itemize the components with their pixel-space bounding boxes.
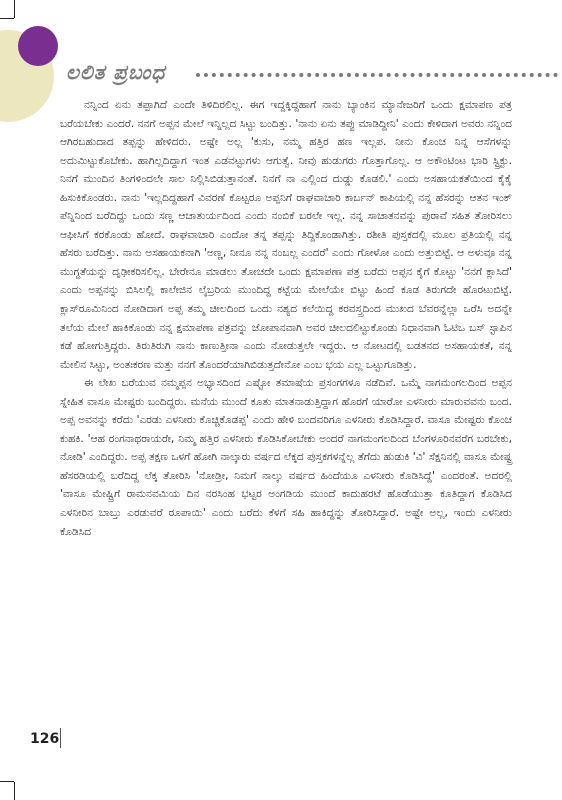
crop-mark-top-left-h bbox=[0, 18, 14, 19]
article-body bbox=[60, 96, 512, 541]
paragraph: ಈ ಲೇಖ ಬರೆಯುವ ನಮ್ಮಪ್ಪನ ಅಭ್ಯಾಸದಿಂದ ಎಷ್ಟೋ ತಮಾಷೆಯ ಪ್ರಸಂಗಗಳೂ ನಡೆದಿವೆ. ಒಮ್ಮೆ ನಾಗಮಂಗಲದಿಂದ ಅಪ್ಪನ ಸ್ನೇಹಿತ ವಾಸೂ ಮೇಷ್ಟರು ಬಂದಿದ್ದರು. ಮನೆಯ ಮುಂದೆ ಕೂತು ಮಾತನಾಡುತ್ತಿದ್ದಾಗ ಹೊರಗೆ ಯಾರೋ ಎಳನೀರು ಮಾರುವವನು ಬಂದ. ಅಪ್ಪ ಅವನನ್ನು ಕರೆದು 'ಎರಡು ಎಳನೀರು ಕೊಚ್ಚಿಕೊಡಪ್ಪ' ಎಂದು ಹೇಳಿ ಬಂದವರಿಗೂ ಎಳನೀರು ಕೊಡಿಸಿದ್ದಾರೆ. ವಾಸೂ ಮೇಷ್ಟರು ಕೊಂಚ ಕುಹಕಿ. 'ಆಹ ರಂಗನಾಥರಾಯರೇ, ನಿಮ್ಮ ಹತ್ತಿರ ಎಳನೀರು ಕೊಡಿಸಿಕೋಬೇಕು ಅಂದರೆ ನಾಗಮಂಗಲದಿಂದ ಬೆಂಗಳೂರಿನವರೆಗ ಬರಬೇಕು, ನೋಡಿ' ಎಂದಿದ್ದರು. ಅಪ್ಪ ತಕ್ಷಣ ಒಳಗೆ ಹೋಗಿ ನಾಲ್ಕಾರು ವರ್ಷದ ಲೆಕ್ಕದ ಪುಸ್ತಕಗಳನ್ನೆಲ್ಲ ತೆಗೆದು ಹುಡುಕಿ 'ವಿ' ಸೆಕ್ಷನಿನಲ್ಲಿ ವಾಸೂ ಮೇಷ್ಟ್ರ ಹೆಸರಡಿಯಲ್ಲಿ ಬರೆದಿದ್ದ ಲೆಕ್ಕ ತೋರಿಸಿ 'ನೋಡ್ರೀ, ನಿಮಗೆ ನಾಲ್ಕು ವರ್ಷದ ಹಿಂದೆಯೂ ಎಳನೀರು ಕೊಡಿಸಿದ್ದೆ' ಎಂದರಂತೆ. ಅದರಲ್ಲಿ 'ವಾಸೂ ಮೇಷ್ಟ್ರಿಗೆ ರಾಮನವಮಿಯ ದಿನ ನರಸಿಂಹ ಭಟ್ಟರ ಅಂಗಡಿಯ ಮುಂದೆ ಕಾದುಹರಟೆ ಹೊಡೆಯುತ್ತಾ ಕೂತಿದ್ದಾಗ ಕೊಡಿಸಿದ ಎಳನೀರಿನ ಬಾಬ್ತು ಎರಡುವರೆ ರೂಪಾಯಿ' ಎಂದು ಬರೆದು ಕೆಳಗೆ ಸಹಿ ಹಾಕಿದ್ದನ್ನು ತೋರಿಸಿದ್ದಾರೆ. ಅಷ್ಟೇ ಅಲ್ಲ, ಇಂದು ಎಳನೀರು ಕೊಡಿಸಿದ bbox=[60, 377, 512, 538]
decorative-circle-purple bbox=[18, 26, 58, 66]
dotted-divider bbox=[196, 73, 558, 77]
footer-rule bbox=[60, 728, 61, 748]
page-number: 126 bbox=[30, 731, 60, 747]
crop-mark-top-left-v bbox=[14, 0, 15, 18]
paragraph: ನನ್ನಿಂದ ಏನು ತಪ್ಪಾಗಿದೆ ಎಂದೇ ತಿಳಿದಿರಲಿಲ್ಲ. ಈಗ ಇದ್ದಕ್ಕಿದ್ದಹಾಗೆ ನಾನು ಬ್ಯಾಂಕಿನ ಮ್ಯಾನೇಜರಿಗೆ ಒಂದು ಕ್ಷಮಾಪಣ ಪತ್ರ ಬರೆಯಬೇಕು ಎಂದರೆ. ನನಗೆ ಅಪ್ಪನ ಮೇಲೆ ಇನ್ನಿಲ್ಲದ ಸಿಟ್ಟು ಬಂದಿತ್ತು. 'ನಾನು ಏನು ತಪ್ಪು ಮಾಡಿದ್ದೀನಿ' ಎಂದು ಕೇಳಿದಾಗ ಅವರು ನನ್ನಿಂದ ಆಗಿರಬಹುದಾದ ತಪ್ಪನ್ನು ಹೇಳಿದರು. ಅಷ್ಟೇ ಅಲ್ಲ 'ಕುಸು, ನಮ್ಮ ಹತ್ತಿರ ಹಣ ಇಲ್ಲಪ. ನೀನು ಕೊಂಚ ನಿನ್ನ ಆಸೆಗಳನ್ನು ಅದುಮಿಟ್ಟುಕೊಬೇಕು. ಹಾಗಿಲ್ಲದಿದ್ದಾಗ ಇಂತ ಎಡವಟ್ಟುಗಳು ಆಗುತ್ವೆ. ನೀವು ಹುಡುಗರು ಗೊತ್ತಾಗೊಲ್ಲ. ಆ ಅಕೌಂಟಿಂಟ ಭಾರಿ ಸ್ಟ್ರಿಕ್ಟು. ನಿನಗೆ ಮುಂದಿನ ತಿಂಗಳಿಂದಲೇ ಸಾಲ ನಿಲ್ಲಿಸಿಬಿಡುತ್ತಾನಂತೆ. ನಿನಗೆ ನಾ ಎಲ್ಲಿಂದ ದುಡ್ಡು ಕೊಡಲಿ.' ಎಂದು ಅಸಹಾಯಕತೆಯಿಂದ ಕೈಕೈ ಹಿಸುಕಿಕೊಂಡರು. ನಾನು 'ಇಲ್ಲದಿದ್ದಹಾಗೆ ವಿವರಣೆ ಕೊಟ್ಟರೂ ಅಪ್ಪನಿಗೆ ರಾಘವಾಚಾರಿ ಕಾರ್ಬನ್ ಕಾಪಿಯಲ್ಲಿ ನನ್ನ ಹೆಸರನ್ನು ಆತನ ಇಂಕ್ ಪೆನ್ನಿನಿಂದ ಬರೆದಿದ್ದು ಒಂದು ಸಣ್ಣ ಆಚಾತುರ್ಯದಿಂದ ಎಂದು ನಂಬಿಕೆ ಬರಲೇ ಇಲ್ಲ. ನನ್ನ ಸಾಚಾತನವನ್ನು ಪುರಾವೆ ಸಹಿತ ತೋರಿಸಲು ಆಫೀಸಿಗೆ ಕರಕೊಂಡು ಹೋದೆ. ರಾಘವಾಚಾರಿ ಎಂದೋ ತನ್ನ ತಪ್ಪನ್ನು ತಿದ್ದಿಕೊಂಡಾಗಿತ್ತು. ರಶೀತಿ ಪುಸ್ತಕದಲ್ಲಿ ಮೂಲ ಪ್ರತಿಯಲ್ಲಿ ನನ್ನ ಹೆಸರು ಬರೆದಿತ್ತು. ನಾನು ಅಸಹಾಯಕನಾಗಿ 'ಅಣ್ಣ, ನೀನೂ ನನ್ನ ನಂಬಲ್ಲ ಎಂದರೆ' ಎಂದು ಗೋಳೋ ಎಂದು ಅತ್ತುಬಿಟ್ಟೆ. ಆ ಅಳುವೂ ನನ್ನ ಮುಗ್ಧತೆಯನ್ನು ದೃಢೀಕರಿಸಲಿಲ್ಲ. ಬೇರೇನೂ ಮಾಡಲು ತೋಚದೇ ಒಂದು ಕ್ಷಮಾಪಣಾ ಪತ್ರ ಬರೆದು ಅಪ್ಪನ ಕೈಗೆ ಕೊಟ್ಟು 'ನನಗೆ ಕ್ಲಾಸಿದೆ' ಎಂದು ಅಪ್ಪನನ್ನು ಬಿಸಿಲಲ್ಲಿ ಕಾಲೇಜಿನ ಲೈಬ್ರರಿಯ ಮುಂದಿದ್ದ ಕಟ್ಟೆಯ ಮೇಲೆಯೇ ಬಿಟ್ಟು ಹಿಂದೆ ಕೂಡ ತಿರುಗದೇ ಹೊರಟುಬಿಟ್ಟೆ. ಕ್ಲಾಸ್‌ರೂಮಿನಿಂದ ನೋಡಿದಾಗ ಅಪ್ಪ ತಮ್ಮ ಚೀಲದಿಂದ ಒಂದು ನಶ್ಯದ ಕಲೆಯಿದ್ದ ಕರವಸ್ತ್ರದಿಂದ ಮುಖದ ಬೆವರನ್ನೆಲ್ಲಾ ಒರೆಸಿ ಅದನ್ನೇ ತಲೆಯ ಮೇಲೆ ಹಾಕಿಕೊಂಡು ನನ್ನ ಕ್ಷಮಾಪಣಾ ಪತ್ರವನ್ನು ಜೋಪಾನವಾಗಿ ಅವರ ಚೀಲದಲಿಟ್ಟುಕೊಂಡು ನಿಧಾನವಾಗಿ ಓಟಿಒ ಬಸ್ ಸ್ಟಾಪಿನ ಕಡೆ ಹೋಗುತ್ತಿದ್ದರು. ತಿರುತಿರುಗಿ ನಾನು ಕಾಣುತ್ತೀನಾ ಎಂದು ನೋಡುತ್ತಲೇ ಇದ್ದರು. ಆ ನೋಟದಲ್ಲಿ ಬಡತನದ ಅಸಹಾಯಕತೆ, ನನ್ನ ಮೇಲಿನ ಸಿಟ್ಟು, ಅಂತಃಕರಣ ಮತ್ತು ನನಗೆ ತೊಂದರೆಯಾಗಿಬಿಡುತ್ತದೇನೋ ಎಂಬ ಭಯ ಎಲ್ಲ ಒಟ್ಟುಗೂಡಿತ್ತು. bbox=[60, 99, 512, 371]
section-title: ಲಲಿತ ಪ್ರಬಂಧ bbox=[66, 60, 166, 84]
crop-mark-bottom-left-h bbox=[0, 781, 14, 782]
crop-mark-bottom-left-v bbox=[14, 782, 15, 800]
